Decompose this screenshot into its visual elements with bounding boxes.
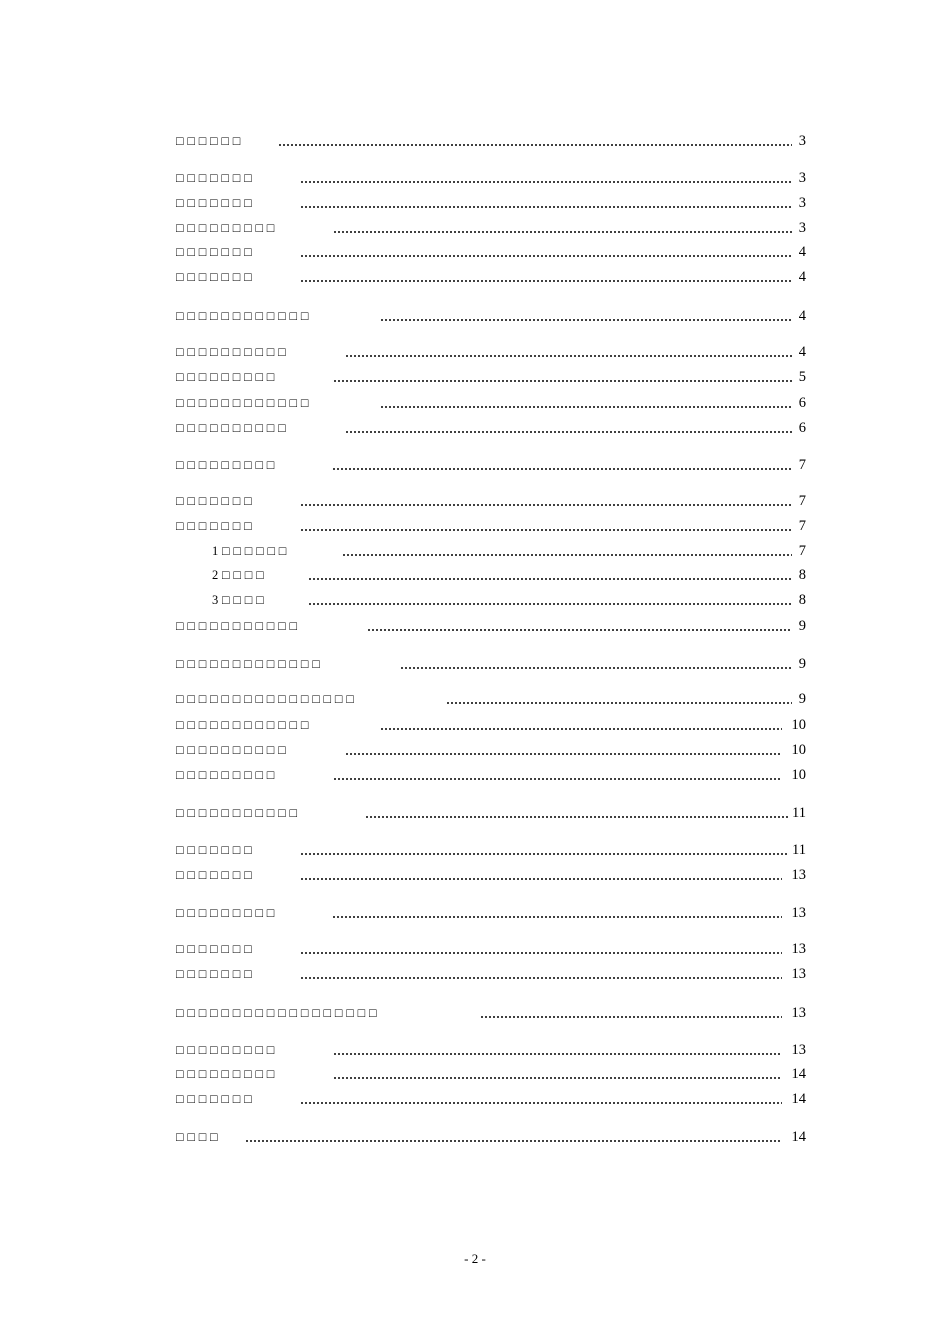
toc-entry[interactable] xyxy=(176,367,806,389)
toc-entry-title: □□□□□□□□□ xyxy=(176,458,279,472)
toc-entry-page: 11 xyxy=(792,805,806,821)
toc-entry-title: □□□□□□□□□ xyxy=(176,1067,279,1081)
toc-entry-title: □□□□□□□ xyxy=(176,942,256,956)
toc-entry-page: 4 xyxy=(798,244,806,260)
toc-dot-leader xyxy=(446,702,792,704)
toc-entry-title: □□□□□□□□□□□□□□□□ xyxy=(176,692,358,706)
toc-entry[interactable] xyxy=(176,218,806,240)
toc-entry-title: 2□□□□ xyxy=(212,568,268,582)
toc-dot-leader xyxy=(400,667,792,669)
toc-dot-leader xyxy=(333,231,792,233)
toc-entry-title: □□□□□□□□□□□□□□□□□□ xyxy=(176,1006,381,1020)
toc-entry-page: 6 xyxy=(798,395,806,411)
toc-entry-page: 14 xyxy=(791,1129,806,1145)
toc-dot-leader xyxy=(308,578,792,580)
toc-entry-title: □□□□□□□□□ xyxy=(176,221,279,235)
toc-entry-page: 3 xyxy=(798,195,806,211)
toc-dot-leader xyxy=(300,504,792,506)
toc-entry-page: 10 xyxy=(791,767,806,783)
toc-entry-title: □□□□□□□ xyxy=(176,245,256,259)
toc-entry-title: □□□□□□□□□□□□□ xyxy=(176,657,324,671)
toc-entry-title: □□□□□□□□□□ xyxy=(176,743,290,757)
toc-entry[interactable] xyxy=(176,1064,806,1086)
toc-entry-title: □□□□ xyxy=(176,1130,222,1144)
toc-entry-page: 13 xyxy=(791,1042,806,1058)
toc-entry-title: □□□□□□□ xyxy=(176,270,256,284)
toc-entry-title: □□□□□□□□□□□□ xyxy=(176,309,313,323)
toc-entry[interactable] xyxy=(176,590,806,612)
toc-entry[interactable] xyxy=(176,939,806,961)
toc-entry-title: □□□□□□□ xyxy=(176,171,256,185)
toc-dot-leader xyxy=(345,753,782,755)
toc-entry-title: □□□□□□□□□ xyxy=(176,906,279,920)
toc-entry-title: □□□□□□□ xyxy=(176,868,256,882)
toc-entry-title: □□□□□□□□□□ xyxy=(176,345,290,359)
toc-dot-leader xyxy=(333,778,782,780)
toc-entry-page: 13 xyxy=(791,966,806,982)
toc-entry-page: 3 xyxy=(798,170,806,186)
toc-dot-leader xyxy=(345,355,792,357)
toc-dot-leader xyxy=(308,603,792,605)
toc-entry-title: □□□□□□□ xyxy=(176,843,256,857)
toc-entry[interactable] xyxy=(176,765,806,787)
toc-entry[interactable] xyxy=(176,267,806,289)
toc-entry-title: □□□□□□ xyxy=(176,134,245,148)
toc-entry-page: 7 xyxy=(798,457,806,473)
toc-entry[interactable] xyxy=(176,491,806,513)
toc-dot-leader xyxy=(300,853,788,855)
toc-entry[interactable] xyxy=(176,1127,806,1149)
toc-entry[interactable] xyxy=(176,689,806,711)
toc-entry[interactable] xyxy=(176,168,806,190)
toc-entry-page: 10 xyxy=(791,717,806,733)
toc-entry[interactable] xyxy=(176,964,806,986)
toc-entry[interactable] xyxy=(176,418,806,440)
toc-entry[interactable] xyxy=(176,565,806,587)
toc-entry-page: 7 xyxy=(798,493,806,509)
toc-entry-page: 9 xyxy=(798,618,806,634)
toc-entry[interactable] xyxy=(176,840,806,862)
toc-dot-leader xyxy=(380,319,792,321)
toc-dot-leader xyxy=(345,431,792,433)
toc-dot-leader xyxy=(300,529,792,531)
toc-entry-title: □□□□□□□□□ xyxy=(176,370,279,384)
toc-entry[interactable] xyxy=(176,616,806,638)
toc-entry-page: 14 xyxy=(791,1091,806,1107)
toc-entry-title: 3□□□□ xyxy=(212,593,268,607)
toc-dot-leader xyxy=(300,255,792,257)
toc-entry[interactable] xyxy=(176,903,806,925)
toc-dot-leader xyxy=(380,728,782,730)
toc-entry-page: 13 xyxy=(791,867,806,883)
toc-entry-page: 9 xyxy=(798,691,806,707)
toc-dot-leader xyxy=(300,1102,782,1104)
toc-entry-title: □□□□□□□□□□□ xyxy=(176,806,301,820)
toc-dot-leader xyxy=(300,977,782,979)
toc-dot-leader xyxy=(367,629,792,631)
toc-entry[interactable] xyxy=(176,865,806,887)
toc-entry-title: □□□□□□□ xyxy=(176,519,256,533)
toc-entry[interactable] xyxy=(176,455,806,477)
toc-dot-leader xyxy=(300,878,782,880)
toc-entry-page: 10 xyxy=(791,742,806,758)
toc-entry[interactable] xyxy=(176,131,806,153)
toc-entry-title: □□□□□□□□□ xyxy=(176,1043,279,1057)
toc-entry-page: 7 xyxy=(798,543,806,559)
toc-entry-page: 6 xyxy=(798,420,806,436)
toc-entry[interactable] xyxy=(176,715,806,737)
toc-entry-page: 13 xyxy=(791,905,806,921)
toc-entry[interactable] xyxy=(176,541,806,563)
toc-dot-leader xyxy=(342,554,792,556)
toc-dot-leader xyxy=(333,1053,782,1055)
toc-entry-page: 7 xyxy=(798,518,806,534)
toc-dot-leader xyxy=(480,1016,782,1018)
toc-dot-leader xyxy=(332,916,782,918)
toc-entry[interactable] xyxy=(176,306,806,328)
toc-entry[interactable] xyxy=(176,740,806,762)
toc-entry-title: □□□□□□□ xyxy=(176,967,256,981)
toc-dot-leader xyxy=(332,468,792,470)
toc-entry[interactable] xyxy=(176,1003,806,1025)
toc-entry[interactable] xyxy=(176,193,806,215)
toc-entry-page: 13 xyxy=(791,941,806,957)
toc-entry-title: □□□□□□□□□□□□ xyxy=(176,396,313,410)
toc-entry-page: 11 xyxy=(792,842,806,858)
toc-entry-page: 14 xyxy=(791,1066,806,1082)
toc-entry-page: 4 xyxy=(798,269,806,285)
toc-entry-title: 1□□□□□□ xyxy=(212,544,291,558)
toc-entry-page: 9 xyxy=(798,656,806,672)
toc-dot-leader xyxy=(300,280,792,282)
toc-dot-leader xyxy=(333,380,792,382)
toc-entry[interactable] xyxy=(176,1089,806,1111)
toc-dot-leader xyxy=(300,952,782,954)
toc-entry[interactable] xyxy=(176,342,806,364)
toc-entry-page: 4 xyxy=(798,308,806,324)
toc-entry[interactable] xyxy=(176,242,806,264)
toc-entry-page: 8 xyxy=(798,567,806,583)
toc-entry-title: □□□□□□□□□□□ xyxy=(176,619,301,633)
toc-dot-leader xyxy=(333,1077,782,1079)
toc-entry-page: 3 xyxy=(798,133,806,149)
toc-dot-leader xyxy=(300,181,792,183)
toc-entry-page: 13 xyxy=(791,1005,806,1021)
toc-entry-page: 3 xyxy=(798,220,806,236)
toc-entry-title: □□□□□□□ xyxy=(176,494,256,508)
toc-entry-title: □□□□□□□ xyxy=(176,1092,256,1106)
toc-dot-leader xyxy=(380,406,792,408)
toc-entry[interactable] xyxy=(176,654,806,676)
toc-entry-page: 4 xyxy=(798,344,806,360)
toc-entry-page: 8 xyxy=(798,592,806,608)
toc-entry[interactable] xyxy=(176,516,806,538)
toc-entry-title: □□□□□□□□□□□□ xyxy=(176,718,313,732)
toc-entry[interactable] xyxy=(176,393,806,415)
page-number: - 2 - xyxy=(464,1251,486,1266)
toc-dot-leader xyxy=(278,144,792,146)
toc-entry[interactable] xyxy=(176,803,806,825)
toc-entry-title: □□□□□□□□□□ xyxy=(176,421,290,435)
toc-dot-leader xyxy=(365,816,788,818)
toc-dot-leader xyxy=(245,1140,782,1142)
toc-entry[interactable] xyxy=(176,1040,806,1062)
toc-entry-title: □□□□□□□□□ xyxy=(176,768,279,782)
toc-entry-page: 5 xyxy=(798,369,806,385)
toc-dot-leader xyxy=(300,206,792,208)
toc-entry-title: □□□□□□□ xyxy=(176,196,256,210)
